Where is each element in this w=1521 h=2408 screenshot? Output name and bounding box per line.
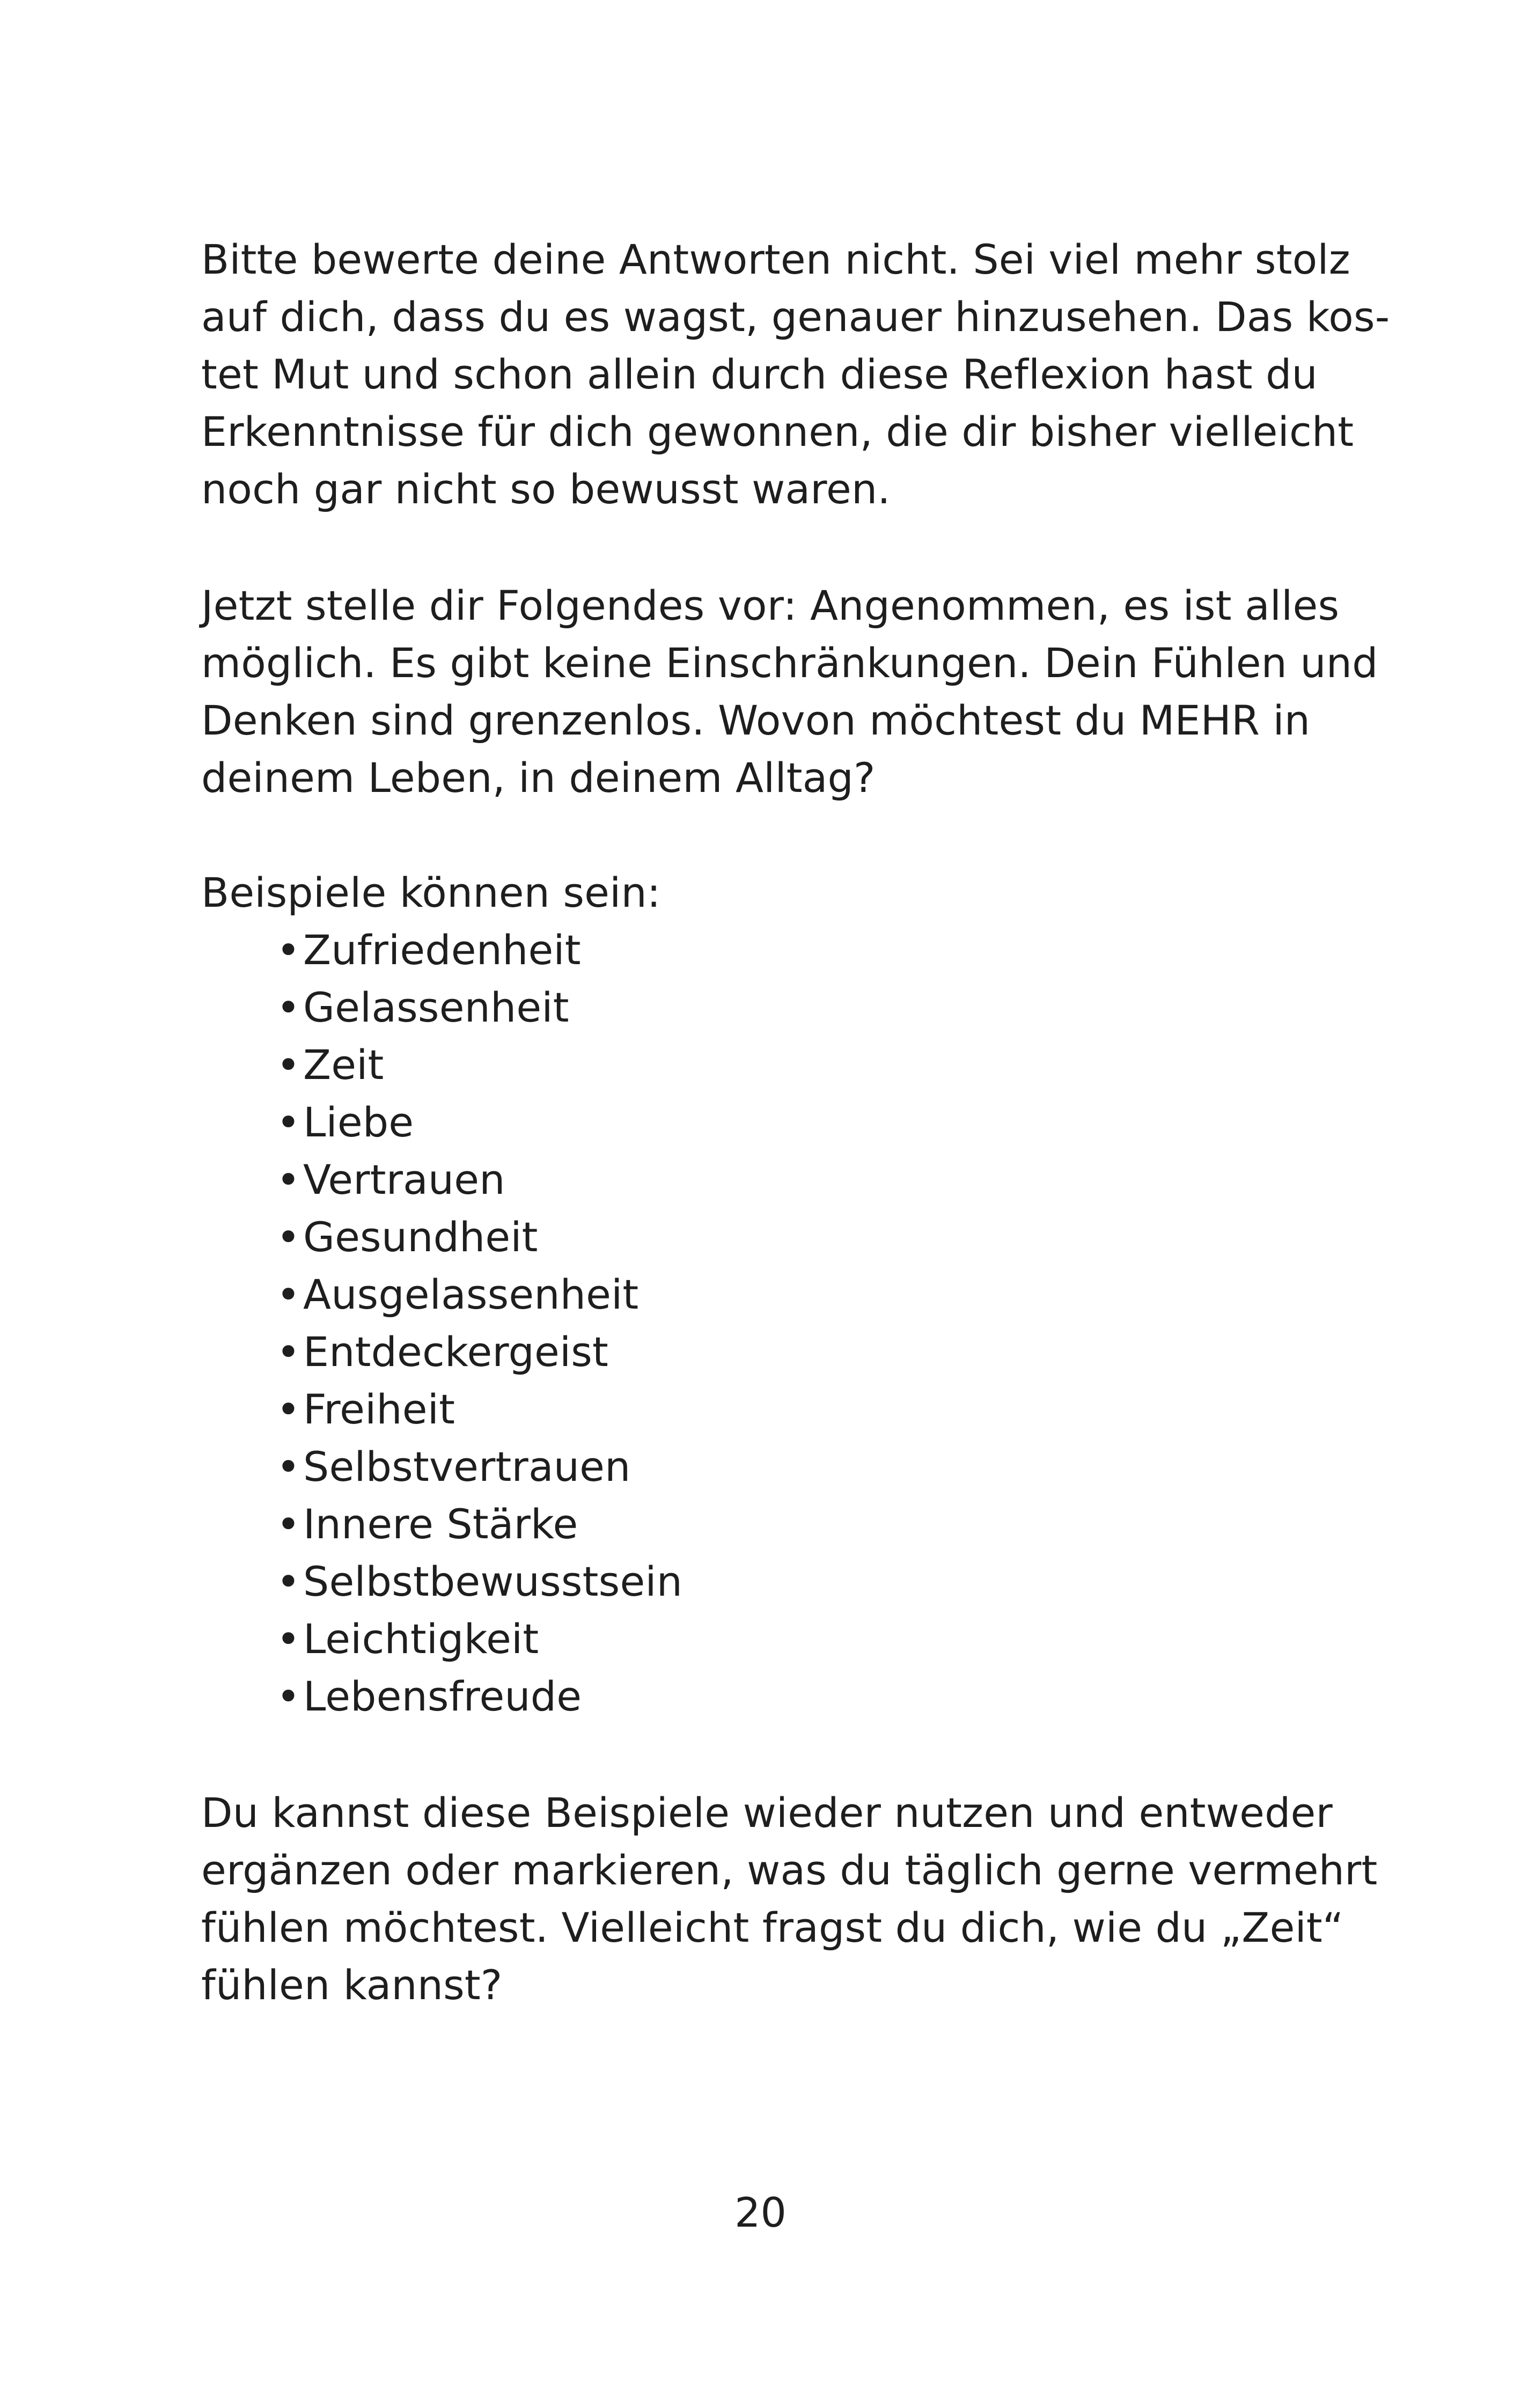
list-item-label: Zeit [303, 1041, 384, 1089]
list-item [276, 1495, 682, 1553]
list-item [276, 979, 682, 1036]
list-item-label: Vertrauen [303, 1156, 505, 1203]
list-item [276, 1093, 682, 1151]
list-item [276, 1208, 682, 1266]
paragraph-line: Denken sind grenzenlos. Wovon möchtest du MEHR in [201, 696, 1311, 744]
list-item [276, 1610, 682, 1668]
list-item [276, 1151, 682, 1208]
bullet-icon: • [276, 1156, 301, 1203]
list-item-label: Innere Stärke [303, 1500, 578, 1548]
list-item-label: Entdeckergeist [303, 1328, 609, 1376]
bullet-icon: • [276, 1385, 301, 1433]
list-item-label: Liebe [303, 1098, 414, 1146]
list-item [276, 921, 682, 979]
bullet-icon: • [276, 1558, 301, 1605]
paragraph-line: Du kannst diese Beispiele wieder nutzen und entweder [201, 1789, 1333, 1837]
paragraph-line: möglich. Es gibt keine Einschränkungen. Dein Fühlen und [201, 639, 1378, 687]
bullet-icon: • [276, 983, 301, 1031]
bullet-icon: • [276, 1098, 301, 1146]
list-item [276, 1323, 682, 1381]
paragraph-line: tet Mut und schon allein durch diese Reflexion hast du [201, 350, 1318, 398]
examples-intro [201, 864, 1274, 921]
paragraph-line: noch gar nicht so bewusst waren. [201, 465, 891, 513]
bullet-icon: • [276, 1672, 301, 1720]
list-item [276, 1381, 682, 1438]
paragraph-line: ergänzen oder markieren, was du täglich gerne vermehrt [201, 1846, 1378, 1894]
bullet-icon: • [276, 1271, 301, 1318]
bullet-icon: • [276, 1443, 301, 1491]
paragraph-imagine [201, 577, 1378, 806]
bullet-icon: • [276, 1213, 301, 1261]
bullet-icon: • [276, 1500, 301, 1548]
list-item-label: Freiheit [303, 1385, 455, 1433]
list-item-label: Zufriedenheit [303, 926, 581, 974]
bullet-icon: • [276, 1041, 301, 1089]
list-item [276, 1266, 682, 1323]
paragraph-reflection [201, 231, 1390, 518]
bullet-icon: • [276, 926, 301, 974]
bullet-icon: • [276, 1615, 301, 1663]
paragraph-line: auf dich, dass du es wagst, genauer hinzusehen. Das kos- [201, 293, 1390, 341]
paragraph-line: fühlen kannst? [201, 1961, 503, 2009]
list-item-label: Leichtigkeit [303, 1615, 539, 1663]
list-item-label: Ausgelassenheit [303, 1271, 639, 1318]
paragraph-line: Bitte bewerte deine Antworten nicht. Sei viel mehr stolz [201, 236, 1350, 283]
list-item-label: Gelassenheit [303, 983, 569, 1031]
list-item [276, 1668, 682, 1725]
list-item-label: Lebensfreude [303, 1672, 582, 1720]
list-item-label: Selbstbewusstsein [303, 1558, 683, 1605]
paragraph-line: deinem Leben, in deinem Alltag? [201, 754, 876, 802]
page-number: 20 [734, 2189, 787, 2236]
paragraph-usage [201, 1784, 1378, 2014]
list-item [276, 1553, 682, 1610]
paragraph-line: Jetzt stelle dir Folgendes vor: Angenommen, es ist alles [201, 582, 1340, 629]
paragraph-line: fühlen möchtest. Vielleicht fragst du dich, wie du „Zeit“ [201, 1904, 1344, 1951]
list-item [276, 1438, 682, 1495]
examples-intro-text: Beispiele können sein: [201, 869, 661, 916]
list-item [276, 1036, 682, 1093]
bullet-icon: • [276, 1328, 301, 1376]
list-item-label: Selbstvertrauen [303, 1443, 631, 1491]
examples-list [276, 921, 682, 1725]
paragraph-line: Erkenntnisse für dich gewonnen, die dir bisher vielleicht [201, 408, 1354, 456]
list-item-label: Gesundheit [303, 1213, 538, 1261]
